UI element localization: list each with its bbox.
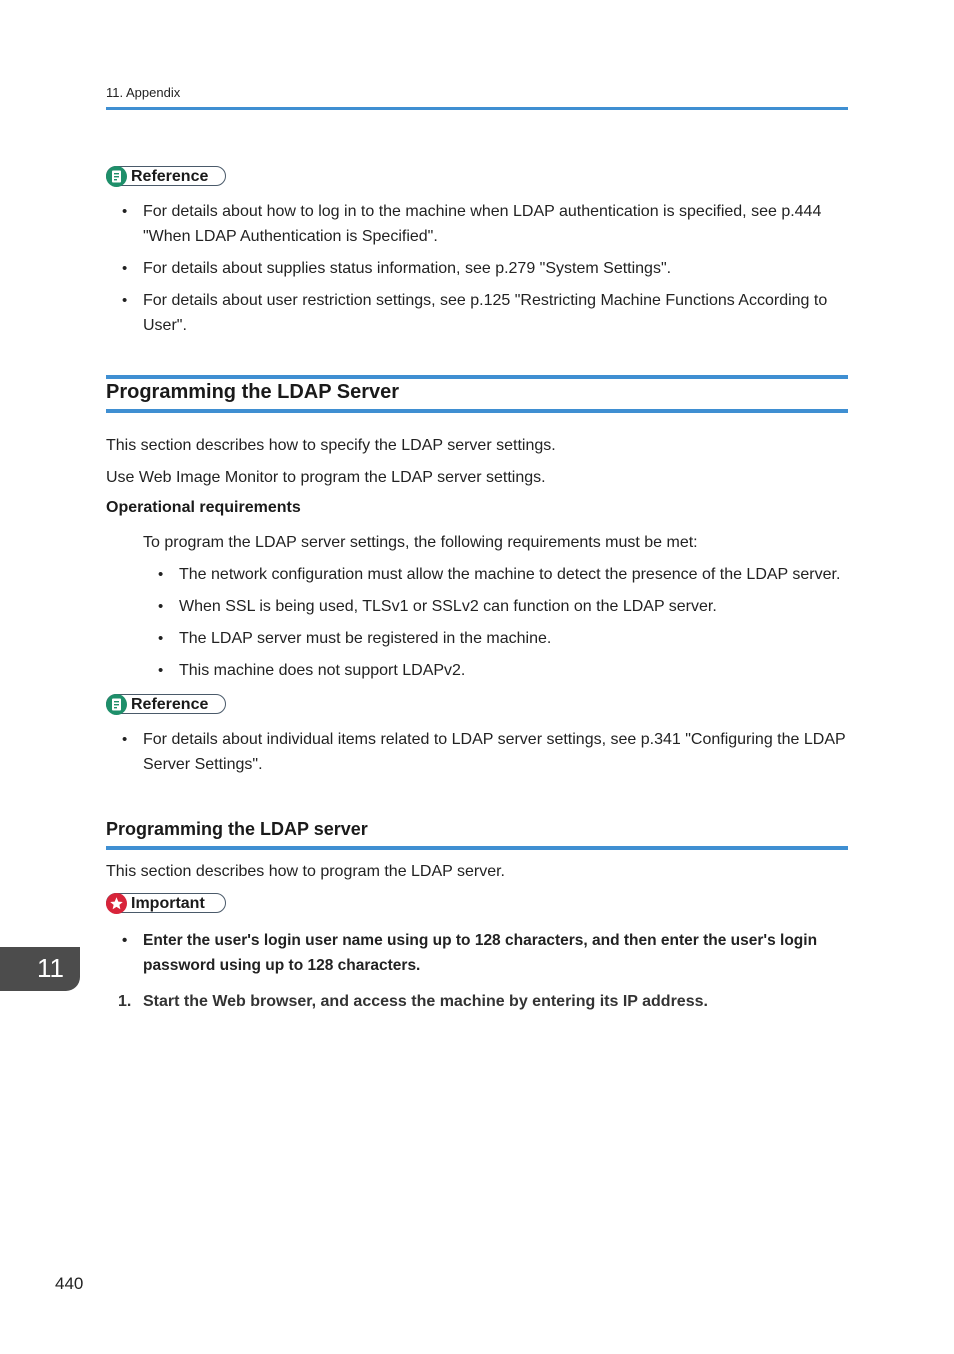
reference-label: Reference <box>131 696 209 713</box>
list-item: • For details about how to log in to the machine when LDAP authentication is specified, see p.444 "When LDAP Authentication is Specified". <box>143 199 843 249</box>
page-number: 440 <box>55 1274 84 1293</box>
reference-badge <box>106 166 226 186</box>
step-1 <box>118 993 708 1011</box>
requirements-list <box>179 562 844 690</box>
section-intro-1: This section describes how to specify the LDAP server settings. <box>106 437 556 454</box>
header-rule <box>106 107 848 110</box>
step-number: 1. <box>118 993 132 1010</box>
reference-label: Reference <box>131 168 209 185</box>
important-badge <box>106 893 226 913</box>
list-item: • For details about supplies status information, see p.279 "System Settings". <box>143 256 843 281</box>
requirements-intro: To program the LDAP server settings, the following requirements must be met: <box>143 534 698 551</box>
list-item: • When SSL is being used, TLSv1 or SSLv2 can function on the LDAP server. <box>179 594 844 619</box>
reference-note-icon <box>106 694 127 715</box>
subsection-rule <box>106 846 848 850</box>
section-rule-top <box>106 375 848 379</box>
running-header: 11. Appendix <box>106 85 181 100</box>
list-item: • For details about user restriction settings, see p.125 "Restricting Machine Functions According to User". <box>143 288 843 338</box>
list-item: • The network configuration must allow the machine to detect the presence of the LDAP server. <box>179 562 844 587</box>
requirements-label: Operational requirements <box>106 499 301 516</box>
subsection-intro: This section describes how to program the LDAP server. <box>106 863 505 880</box>
reference-list <box>143 727 848 784</box>
reference-list <box>143 199 843 345</box>
star-icon <box>106 893 127 914</box>
chapter-tab <box>0 947 80 991</box>
list-item: • For details about individual items related to LDAP server settings, see p.341 "Configuring the LDAP Server Settings". <box>143 727 848 777</box>
reference-note-icon <box>106 166 127 187</box>
list-item: • Enter the user's login user name using up to 128 characters, and then enter the user's login password using up to 128 characters. <box>143 928 823 978</box>
section-title: Programming the LDAP Server <box>106 381 400 403</box>
section-rule-bottom <box>106 409 848 413</box>
list-item: • This machine does not support LDAPv2. <box>179 658 844 683</box>
subsection-title: Programming the LDAP server <box>106 819 368 839</box>
important-label: Important <box>131 895 205 912</box>
chapter-number: 11 <box>37 953 64 983</box>
list-item: • The LDAP server must be registered in the machine. <box>179 626 844 651</box>
step-text: Start the Web browser, and access the machine by entering its IP address. <box>143 993 708 1010</box>
section-intro-2: Use Web Image Monitor to program the LDAP server settings. <box>106 469 546 486</box>
important-list <box>143 928 823 985</box>
reference-badge <box>106 694 226 714</box>
